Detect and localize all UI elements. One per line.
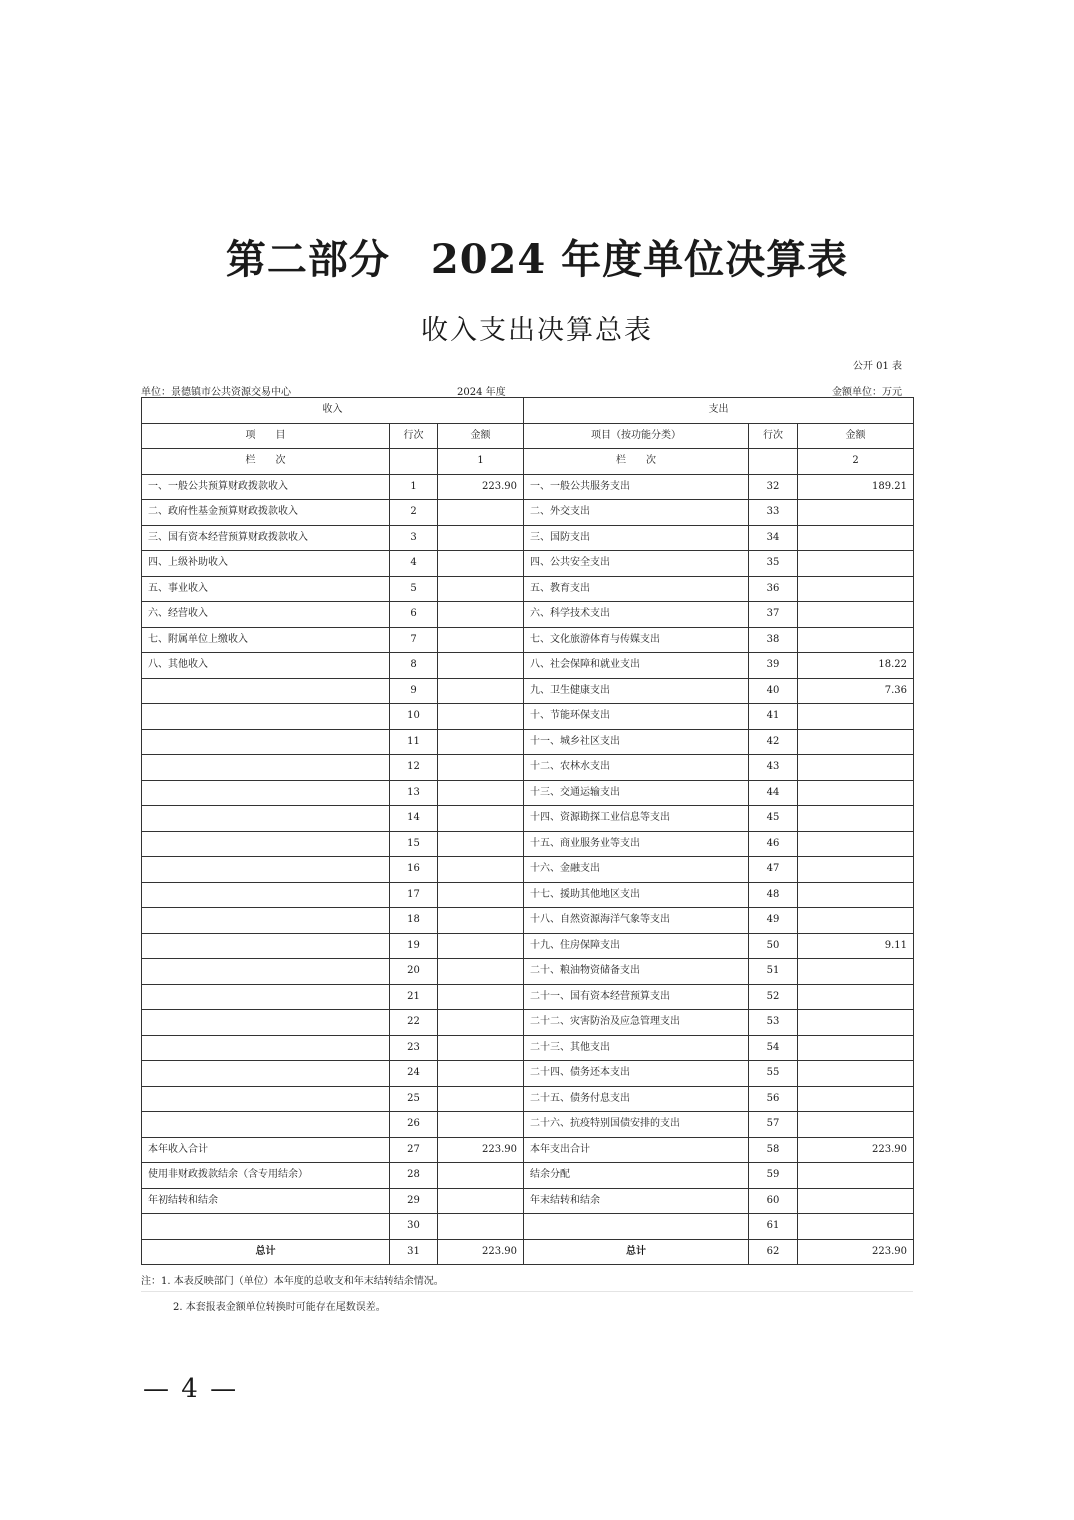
income-amount (438, 525, 524, 551)
expense-line-no: 58 (749, 1137, 798, 1163)
income-expense-table (141, 397, 914, 1265)
expense-line-no: 47 (749, 857, 798, 883)
income-line-no: 8 (390, 653, 438, 679)
expense-amount: 9.11 (798, 933, 914, 959)
table-row (142, 500, 914, 526)
table-header-row (142, 398, 914, 424)
expense-item: 五、教育支出 (524, 576, 749, 602)
income-item (142, 806, 390, 832)
table-row (142, 602, 914, 628)
column-index-row (142, 449, 914, 475)
income-item (142, 704, 390, 730)
expense-item: 十六、金融支出 (524, 857, 749, 883)
income-item: 总计 (142, 1239, 390, 1265)
expense-amount (798, 959, 914, 985)
income-amount (438, 653, 524, 679)
expense-line-no: 56 (749, 1086, 798, 1112)
income-line-no: 11 (390, 729, 438, 755)
expense-amount (798, 1214, 914, 1240)
income-item (142, 1112, 390, 1138)
income-item (142, 882, 390, 908)
income-line-no: 16 (390, 857, 438, 883)
income-item (142, 933, 390, 959)
income-item (142, 959, 390, 985)
expense-line-no: 59 (749, 1163, 798, 1189)
expense-line-no: 53 (749, 1010, 798, 1036)
table-title: 收入支出决算总表 (421, 315, 653, 346)
expense-item: 三、国防支出 (524, 525, 749, 551)
table-row (142, 984, 914, 1010)
expense-amount (798, 984, 914, 1010)
expense-item: 十一、城乡社区支出 (524, 729, 749, 755)
income-amount (438, 678, 524, 704)
income-amount (438, 1163, 524, 1189)
unit-name: 单位：景德镇市公共资源交易中心 (141, 387, 291, 398)
expense-amount: 223.90 (798, 1239, 914, 1265)
page-number: — 4 — (143, 1374, 239, 1404)
expense-item: 结余分配 (524, 1163, 749, 1189)
income-amount (438, 627, 524, 653)
column-index-2: 2 (798, 449, 914, 475)
expense-line-no: 52 (749, 984, 798, 1010)
expense-line-no: 61 (749, 1214, 798, 1240)
income-item (142, 1010, 390, 1036)
table-row (142, 653, 914, 679)
income-item (142, 831, 390, 857)
income-line-no: 30 (390, 1214, 438, 1240)
table-row (142, 959, 914, 985)
expense-amount (798, 806, 914, 832)
table-row (142, 704, 914, 730)
income-item: 八、其他收入 (142, 653, 390, 679)
table-row (142, 882, 914, 908)
income-line-no: 3 (390, 525, 438, 551)
expense-line-no: 42 (749, 729, 798, 755)
expense-item (524, 1214, 749, 1240)
income-amount (438, 780, 524, 806)
expense-item: 一、一般公共服务支出 (524, 474, 749, 500)
note-1: 注：1. 本表反映部门（单位）本年度的总收支和年末结转结余情况。 (141, 1276, 444, 1287)
expense-amount (798, 500, 914, 526)
income-amount (438, 908, 524, 934)
income-amount (438, 1086, 524, 1112)
table-row (142, 551, 914, 577)
income-amount (438, 984, 524, 1010)
expense-item: 八、社会保障和就业支出 (524, 653, 749, 679)
income-line-no: 31 (390, 1239, 438, 1265)
income-item: 五、事业收入 (142, 576, 390, 602)
item-header: 项 目 (142, 423, 390, 449)
income-line-no: 23 (390, 1035, 438, 1061)
income-item (142, 1214, 390, 1240)
expense-line-no: 43 (749, 755, 798, 781)
income-amount (438, 500, 524, 526)
expense-amount: 18.22 (798, 653, 914, 679)
expense-amount (798, 908, 914, 934)
expense-line-no: 32 (749, 474, 798, 500)
expense-amount (798, 1061, 914, 1087)
expense-line-no: 50 (749, 933, 798, 959)
expense-header: 支出 (524, 398, 914, 424)
income-line-no: 12 (390, 755, 438, 781)
expense-item: 七、文化旅游体育与传媒支出 (524, 627, 749, 653)
income-line-no: 15 (390, 831, 438, 857)
income-item (142, 984, 390, 1010)
income-line-no: 18 (390, 908, 438, 934)
income-item: 年初结转和结余 (142, 1188, 390, 1214)
empty-cell (749, 449, 798, 475)
income-item: 本年收入合计 (142, 1137, 390, 1163)
income-amount: 223.90 (438, 1239, 524, 1265)
column-index-1: 1 (438, 449, 524, 475)
income-line-no: 22 (390, 1010, 438, 1036)
expense-line-no: 33 (749, 500, 798, 526)
income-line-no: 27 (390, 1137, 438, 1163)
income-amount (438, 755, 524, 781)
expense-amount (798, 857, 914, 883)
expense-line-no: 41 (749, 704, 798, 730)
income-amount (438, 1010, 524, 1036)
expense-item: 十三、交通运输支出 (524, 780, 749, 806)
income-item: 六、经营收入 (142, 602, 390, 628)
report-year: 2024 年度 (457, 387, 506, 398)
income-line-no: 1 (390, 474, 438, 500)
income-line-no: 26 (390, 1112, 438, 1138)
income-amount (438, 831, 524, 857)
table-row (142, 1061, 914, 1087)
expense-line-no: 36 (749, 576, 798, 602)
amount-header: 金额 (438, 423, 524, 449)
expense-item: 年末结转和结余 (524, 1188, 749, 1214)
expense-amount: 223.90 (798, 1137, 914, 1163)
expense-amount: 189.21 (798, 474, 914, 500)
table-row (142, 1163, 914, 1189)
expense-line-no: 62 (749, 1239, 798, 1265)
expense-amount (798, 1010, 914, 1036)
table-row (142, 1086, 914, 1112)
income-amount (438, 959, 524, 985)
table-row (142, 857, 914, 883)
income-item (142, 755, 390, 781)
page-title: 第二部分 2024 年度单位决算表 (225, 236, 849, 283)
table-row (142, 908, 914, 934)
income-amount (438, 857, 524, 883)
income-amount (438, 1112, 524, 1138)
expense-item: 十七、援助其他地区支出 (524, 882, 749, 908)
table-row (142, 755, 914, 781)
expense-amount (798, 1035, 914, 1061)
income-item: 使用非财政拨款结余（含专用结余） (142, 1163, 390, 1189)
income-line-no: 21 (390, 984, 438, 1010)
expense-line-no: 35 (749, 551, 798, 577)
table-row (142, 933, 914, 959)
expense-line-no: 54 (749, 1035, 798, 1061)
expense-amount (798, 1163, 914, 1189)
income-line-no: 6 (390, 602, 438, 628)
income-line-no: 14 (390, 806, 438, 832)
income-line-no: 10 (390, 704, 438, 730)
expense-amount (798, 780, 914, 806)
income-line-no: 17 (390, 882, 438, 908)
expense-amount (798, 1086, 914, 1112)
expense-item: 十二、农林水支出 (524, 755, 749, 781)
expense-item: 本年支出合计 (524, 1137, 749, 1163)
income-item (142, 857, 390, 883)
table-row (142, 1010, 914, 1036)
expense-amount (798, 551, 914, 577)
table-row (142, 678, 914, 704)
form-number: 公开 01 表 (852, 361, 902, 372)
income-item (142, 729, 390, 755)
expense-amount (798, 831, 914, 857)
table-row (142, 1188, 914, 1214)
income-amount: 223.90 (438, 474, 524, 500)
expense-line-no: 60 (749, 1188, 798, 1214)
expense-line-no: 37 (749, 602, 798, 628)
expense-line-no: 57 (749, 1112, 798, 1138)
income-item: 二、政府性基金预算财政拨款收入 (142, 500, 390, 526)
expense-item: 二、外交支出 (524, 500, 749, 526)
amount-unit: 金额单位：万元 (832, 387, 902, 398)
expense-item: 十九、住房保障支出 (524, 933, 749, 959)
income-amount (438, 1061, 524, 1087)
table-row (142, 1214, 914, 1240)
expense-line-no: 49 (749, 908, 798, 934)
expense-amount (798, 704, 914, 730)
column-header-row (142, 423, 914, 449)
expense-item: 二十四、债务还本支出 (524, 1061, 749, 1087)
expense-line-no: 34 (749, 525, 798, 551)
income-amount (438, 576, 524, 602)
income-item: 一、一般公共预算财政拨款收入 (142, 474, 390, 500)
income-amount (438, 882, 524, 908)
income-amount (438, 1035, 524, 1061)
expense-amount (798, 602, 914, 628)
expense-amount (798, 576, 914, 602)
expense-item: 二十五、债务付息支出 (524, 1086, 749, 1112)
income-item (142, 1061, 390, 1087)
expense-line-no: 38 (749, 627, 798, 653)
expense-amount (798, 1188, 914, 1214)
expense-item: 十八、自然资源海洋气象等支出 (524, 908, 749, 934)
expense-amount (798, 525, 914, 551)
income-line-no: 19 (390, 933, 438, 959)
income-line-no: 2 (390, 500, 438, 526)
expense-item: 二十、粮油物资储备支出 (524, 959, 749, 985)
income-amount (438, 806, 524, 832)
table-row (142, 627, 914, 653)
income-line-no: 5 (390, 576, 438, 602)
expense-line-no: 39 (749, 653, 798, 679)
function-item-header: 项目（按功能分类） (524, 423, 749, 449)
table-row (142, 474, 914, 500)
line-no-header: 行次 (390, 423, 438, 449)
column-label: 栏 次 (142, 449, 390, 475)
income-amount (438, 551, 524, 577)
expense-line-no: 40 (749, 678, 798, 704)
table-row (142, 729, 914, 755)
amount-header: 金额 (798, 423, 914, 449)
income-amount: 223.90 (438, 1137, 524, 1163)
expense-item: 二十六、抗疫特别国债安排的支出 (524, 1112, 749, 1138)
expense-item: 总计 (524, 1239, 749, 1265)
table-row (142, 1137, 914, 1163)
empty-cell (390, 449, 438, 475)
income-amount (438, 602, 524, 628)
note-2: 2. 本套报表金额单位转换时可能存在尾数误差。 (173, 1302, 386, 1313)
table-row (142, 525, 914, 551)
income-item: 七、附属单位上缴收入 (142, 627, 390, 653)
income-line-no: 28 (390, 1163, 438, 1189)
expense-item: 九、卫生健康支出 (524, 678, 749, 704)
income-line-no: 13 (390, 780, 438, 806)
table-row (142, 806, 914, 832)
income-line-no: 25 (390, 1086, 438, 1112)
expense-amount (798, 1112, 914, 1138)
income-line-no: 20 (390, 959, 438, 985)
income-amount (438, 933, 524, 959)
expense-line-no: 48 (749, 882, 798, 908)
table-row (142, 831, 914, 857)
expense-amount (798, 755, 914, 781)
income-item (142, 678, 390, 704)
expense-amount (798, 729, 914, 755)
table-row (142, 1239, 914, 1265)
table-row (142, 1112, 914, 1138)
table-row (142, 780, 914, 806)
expense-line-no: 44 (749, 780, 798, 806)
table-row (142, 576, 914, 602)
income-header: 收入 (142, 398, 524, 424)
expense-line-no: 46 (749, 831, 798, 857)
expense-item: 四、公共安全支出 (524, 551, 749, 577)
income-amount (438, 1214, 524, 1240)
expense-item: 二十三、其他支出 (524, 1035, 749, 1061)
line-no-header: 行次 (749, 423, 798, 449)
income-item: 三、国有资本经营预算财政拨款收入 (142, 525, 390, 551)
income-line-no: 4 (390, 551, 438, 577)
expense-item: 十四、资源勘探工业信息等支出 (524, 806, 749, 832)
income-item: 四、上级补助收入 (142, 551, 390, 577)
income-item (142, 1035, 390, 1061)
expense-amount (798, 627, 914, 653)
income-amount (438, 704, 524, 730)
income-line-no: 7 (390, 627, 438, 653)
expense-item: 十五、商业服务业等支出 (524, 831, 749, 857)
table-row (142, 1035, 914, 1061)
income-item (142, 780, 390, 806)
expense-item: 十、节能环保支出 (524, 704, 749, 730)
expense-line-no: 55 (749, 1061, 798, 1087)
income-line-no: 9 (390, 678, 438, 704)
income-amount (438, 1188, 524, 1214)
income-amount (438, 729, 524, 755)
expense-item: 二十二、灾害防治及应急管理支出 (524, 1010, 749, 1036)
note-divider (141, 1291, 913, 1292)
income-item (142, 1086, 390, 1112)
expense-amount: 7.36 (798, 678, 914, 704)
expense-item: 六、科学技术支出 (524, 602, 749, 628)
income-line-no: 29 (390, 1188, 438, 1214)
column-label: 栏 次 (524, 449, 749, 475)
expense-line-no: 51 (749, 959, 798, 985)
expense-item: 二十一、国有资本经营预算支出 (524, 984, 749, 1010)
expense-line-no: 45 (749, 806, 798, 832)
income-item (142, 908, 390, 934)
expense-amount (798, 882, 914, 908)
income-line-no: 24 (390, 1061, 438, 1087)
